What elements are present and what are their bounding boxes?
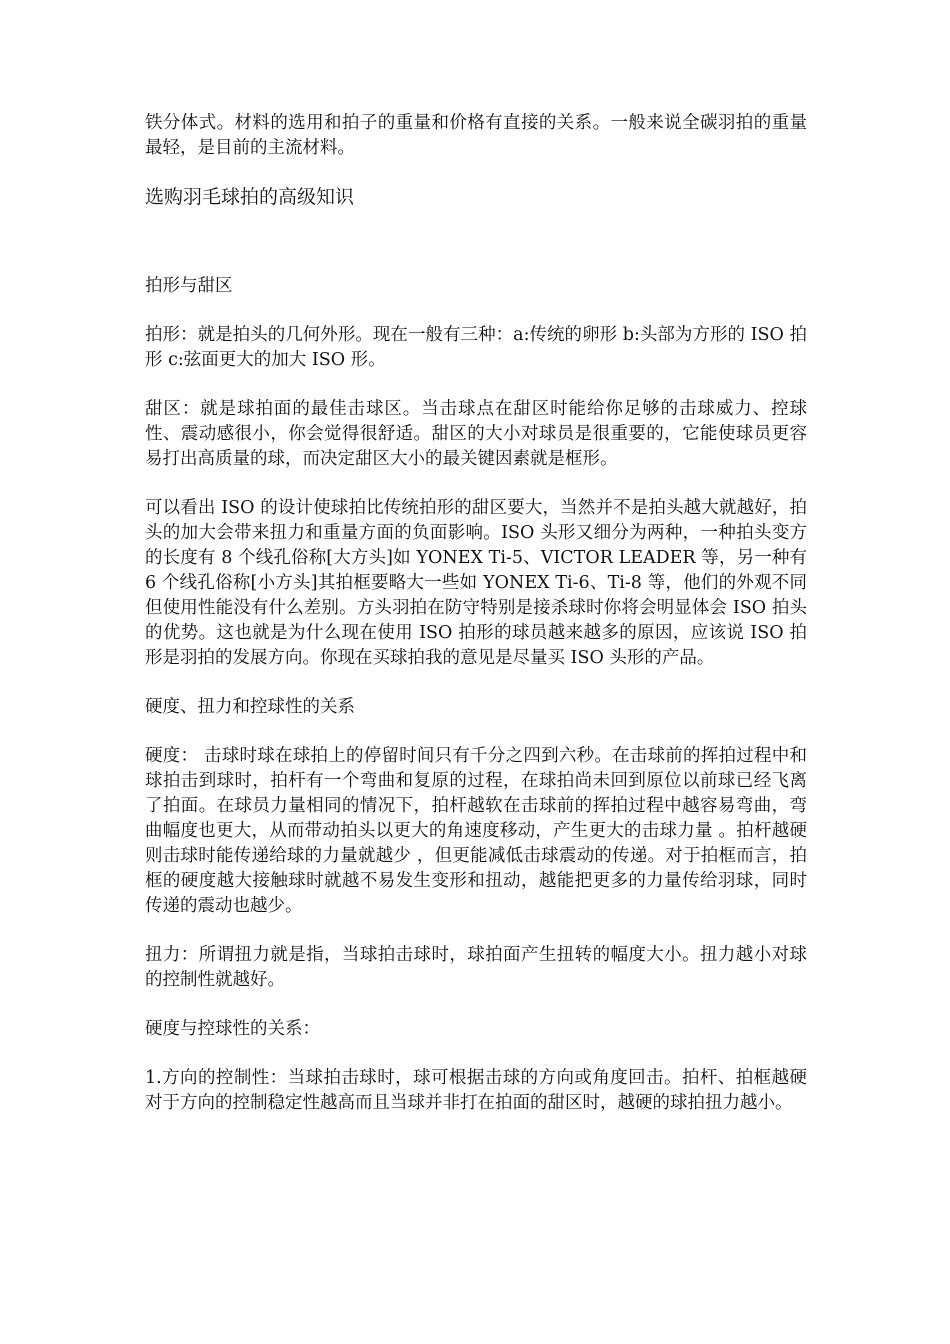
document-body [145,111,807,1140]
paragraph-racket-shape: 拍形：就是拍头的几何外形。现在一般有三种：a:传统的卵形 b:头部为方形的 ISO 拍形 c:弦面更大的加大 ISO 形。 [145,325,807,370]
intro-paragraph: 铁分体式。材料的选用和拍子的重量和价格有直接的关系。一般来说全碳羽拍的重量最轻，是目前的主流材料。 [145,113,807,158]
paragraph-hardness: 硬度： 击球时球在球拍上的停留时间只有千分之四到六秒。在击球前的挥拍过程中和球拍击到球时，拍杆有一个弯曲和复原的过程，在球拍尚未回到原位以前球已经飞离了拍面。在球员力量相同的情况下，拍杆越软在击球前的挥拍过程中越容易弯曲，弯曲幅度也更大，从而带动拍头以更大的角速度移动，产生更大的击球力量 。拍杆越硬则击球时能传递给球的力量就越少 ，但更能减低击球震动的传递。对于拍框而言，拍框的硬度越大接触球时就越不易发生变形和扭动，越能把更多的力量传给羽球，同时传递的震动也越少。 [145,746,807,916]
paragraph-sweet-spot: 甜区：就是球拍面的最佳击球区。当击球点在甜区时能给你足够的击球威力、控球性、震动感很小，你会觉得很舒适。甜区的大小对球员是很重要的，它能使球员更容易打出高质量的球，而决定甜区大小的最关键因素就是框形。 [145,399,807,469]
section-heading-advanced: 选购羽毛球拍的高级知识 [145,186,355,208]
subheading-hardness-torque-control: 硬度、扭力和控球性的关系 [145,697,355,717]
paragraph-direction-control: 1.方向的控制性：当球拍击球时，球可根据击球的方向或角度回击。拍杆、拍框越硬对于方向的控制稳定性越高而且当球并非打在拍面的甜区时，越硬的球拍扭力越小。 [145,1068,807,1113]
subheading-shape-sweetspot: 拍形与甜区 [145,276,233,296]
paragraph-iso-shape: 可以看出 ISO 的设计使球拍比传统拍形的甜区要大，当然并不是拍头越大就越好，拍头的加大会带来扭力和重量方面的负面影响。ISO 头形又细分为两种，一种拍头变方的长度有 8 个线孔俗称[大方头]如 YONEX Ti-5、VICTOR LEADER 等，另一种有 6 个线孔俗称[小方头]其拍框要略大一些如 YONEX Ti-6、Ti-8 等，他们的外观不同但使用性能没有什么差别。方头羽拍在防守特别是接杀球时你将会明显体会 ISO 拍头的优势。这也就是为什么现在使用 ISO 拍形的球员越来越多的原因，应该说 ISO 拍形是羽拍的发展方向。你现在买球拍我的意见是尽量买 ISO 头形的产品。 [145,498,807,668]
subheading-hardness-control: 硬度与控球性的关系： [145,1019,320,1039]
paragraph-torque: 扭力：所谓扭力就是指，当球拍击球时，球拍面产生扭转的幅度大小。扭力越小对球的控制性就越好。 [145,945,807,990]
